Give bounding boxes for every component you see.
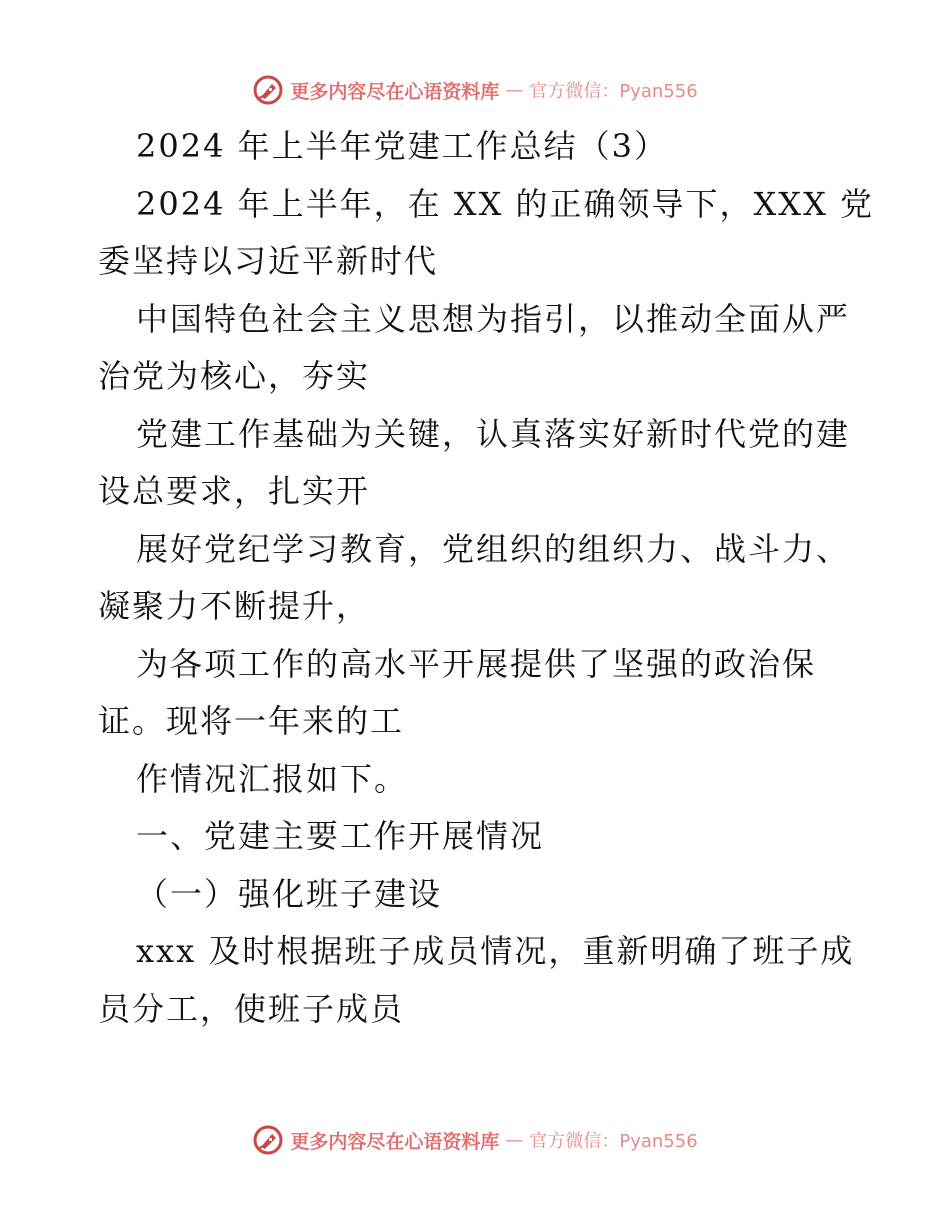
document-line: 员分工，使班子成员	[98, 989, 405, 1028]
document-line: 一、党建主要工作开展情况	[136, 817, 545, 855]
watermark-dash: —	[505, 1129, 524, 1151]
watermark-text: 更多内容尽在心语资料库	[290, 1130, 500, 1153]
header-watermark	[0, 70, 950, 110]
document-line: 设总要求，扎实开	[98, 472, 371, 510]
document-line: 党建工作基础为关键，认真落实好新时代党的建	[136, 414, 851, 453]
document-line: 委坚持以习近平新时代	[98, 242, 439, 280]
document-line: 中国特色社会主义思想为指引，以推动全面从严	[136, 299, 851, 338]
watermark-text: 更多内容尽在心语资料库	[290, 80, 500, 103]
watermark-dash: —	[505, 79, 524, 101]
pen-nib-logo-icon	[252, 1124, 284, 1156]
document-line: 2024 年上半年，在 XX 的正确领导下，XXX 党	[136, 184, 875, 223]
document-line: 2024 年上半年党建工作总结（3）	[136, 127, 668, 165]
document-line: 治党为核心，夯实	[98, 357, 371, 395]
pen-nib-logo-icon	[252, 74, 284, 106]
document-line: 展好党纪学习教育，党组织的组织力、战斗力、	[136, 529, 851, 568]
document-body	[98, 118, 875, 1038]
document-line: 证。现将一年来的工	[98, 702, 405, 740]
watermark-wechat: 官方微信：Pyan556	[529, 1131, 698, 1152]
document-line: 凝聚力不断提升，	[98, 587, 371, 625]
document-line: 为各项工作的高水平开展提供了坚强的政治保	[136, 644, 817, 683]
footer-watermark	[0, 1120, 950, 1160]
document-line: 作情况汇报如下。	[136, 759, 409, 798]
document-line: （一）强化班子建设	[136, 874, 443, 913]
document-line: xxx 及时根据班子成员情况，重新明确了班子成	[136, 932, 855, 970]
watermark-wechat: 官方微信：Pyan556	[529, 81, 698, 102]
